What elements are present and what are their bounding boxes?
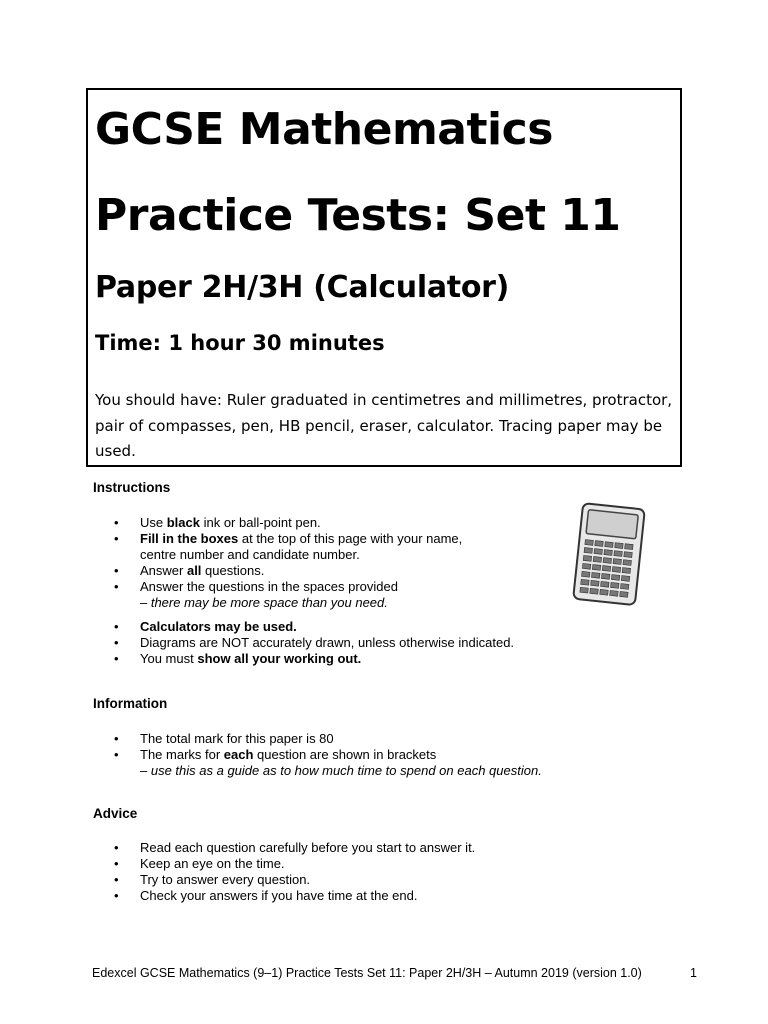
instructions-heading: Instructions bbox=[93, 480, 171, 495]
time-allowed: Time: 1 hour 30 minutes bbox=[95, 331, 385, 355]
page-number: 1 bbox=[690, 966, 697, 980]
list-item: • The total mark for this paper is 80 bbox=[114, 731, 334, 746]
list-item: • You must show all your working out. bbox=[114, 651, 362, 666]
advice-heading: Advice bbox=[93, 806, 138, 821]
page-footer: Edexcel GCSE Mathematics (9–1) Practice Tests Set 11: Paper 2H/3H – Autumn 2019 (version 1.0) bbox=[92, 966, 642, 980]
paper-subtitle: Paper 2H/3H (Calculator) bbox=[95, 270, 510, 305]
information-list bbox=[114, 731, 584, 779]
title-line-2: Practice Tests: Set 11 bbox=[95, 190, 621, 241]
list-item: • Diagrams are NOT accurately drawn, unless otherwise indicated. bbox=[114, 635, 515, 650]
list-item: • Keep an eye on the time. bbox=[114, 856, 285, 871]
instructions-list bbox=[114, 515, 584, 667]
list-item: • Check your answers if you have time at the end. bbox=[114, 888, 418, 903]
advice-list bbox=[114, 840, 584, 904]
list-item: • Read each question carefully before you start to answer it. bbox=[114, 840, 476, 855]
information-heading: Information bbox=[93, 696, 168, 711]
list-item: • Try to answer every question. bbox=[114, 872, 311, 887]
equipment-requirements: You should have: Ruler graduated in centimetres and millimetres, protractor, pair of compasses, pen, HB pencil, eraser, calculator. Tracing paper may be used. bbox=[95, 391, 673, 460]
list-item: • Answer the questions in the spaces provided – there may be more space than you need. bbox=[114, 579, 398, 610]
list-item: • Fill in the boxes at the top of this page with your name, centre number and candidate number. bbox=[114, 531, 463, 562]
list-item: • Calculators may be used. bbox=[114, 619, 297, 634]
list-item: • The marks for each question are shown in brackets – use this as a guide as to how much time to spend on each question. bbox=[114, 747, 542, 778]
title-box bbox=[86, 88, 682, 467]
list-item: • Use black ink or ball-point pen. bbox=[114, 515, 321, 530]
title-line-1: GCSE Mathematics bbox=[95, 104, 553, 155]
list-item: • Answer all questions. bbox=[114, 563, 265, 578]
